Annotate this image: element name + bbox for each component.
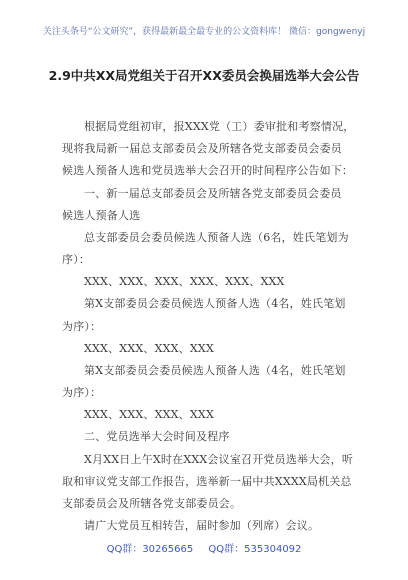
body-line: 第X支部委员会委员候选人预备人选（4名，姓氏笔划	[84, 297, 346, 310]
body-line: 一、新一届总支部委员会及所辖各党支部委员会委员	[84, 187, 342, 200]
body-line: 支部委员会及所辖各党支部委员会。	[62, 497, 242, 510]
body-line: 候选人预备人选和党员选举大会召开的时间程序公告如下：	[62, 164, 354, 177]
body-line: 总支部委员会委员候选人预备人选（6名，姓氏笔划为	[84, 231, 349, 244]
body-line: X月XX日上午X时在XXX会议室召开党员选举大会，听	[84, 453, 354, 466]
document-title: 2.9中共XX局党组关于召开XX委员会换届选举大会公告	[48, 68, 360, 83]
body-line: XXX、XXX、XXX、XXX、XXX、XXX	[84, 275, 285, 288]
body-line: 序）：	[62, 253, 91, 266]
body-line: 为序）：	[62, 386, 102, 399]
footer-qq-group-2: QQ群：535304092	[208, 544, 302, 555]
body-line: XXX、XXX、XXX、XXX	[84, 342, 214, 355]
footer-qq-group-1: QQ群：30265665	[106, 544, 194, 555]
body-line: 请广大党员互相转告，届时参加（列席）会议。	[84, 519, 320, 532]
body-line: 二、党员选举大会时间及程序	[84, 430, 230, 443]
body-line: 现将我局新一届总支部委员会及所辖各党支部委员会委员	[62, 142, 342, 155]
body-line: 第X支部委员会委员候选人预备人选（4名，姓氏笔划	[84, 364, 346, 377]
footer-contact	[0, 540, 408, 555]
body-line: 为序）：	[62, 320, 102, 333]
header-banner: 关注头条号“公文研究”，获得最新最全最专业的公文资料库！ 微信：gongwenyj	[42, 27, 366, 37]
body-line: XXX、XXX、XXX、XXX	[84, 408, 214, 421]
body-line: 根据局党组初审，报XXX党（工）委审批和考察情况，	[84, 120, 355, 133]
body-line: 候选人预备人选	[62, 209, 141, 222]
body-line: 取和审议党支部工作报告，选举新一届中共XXXX局机关总	[62, 475, 352, 488]
